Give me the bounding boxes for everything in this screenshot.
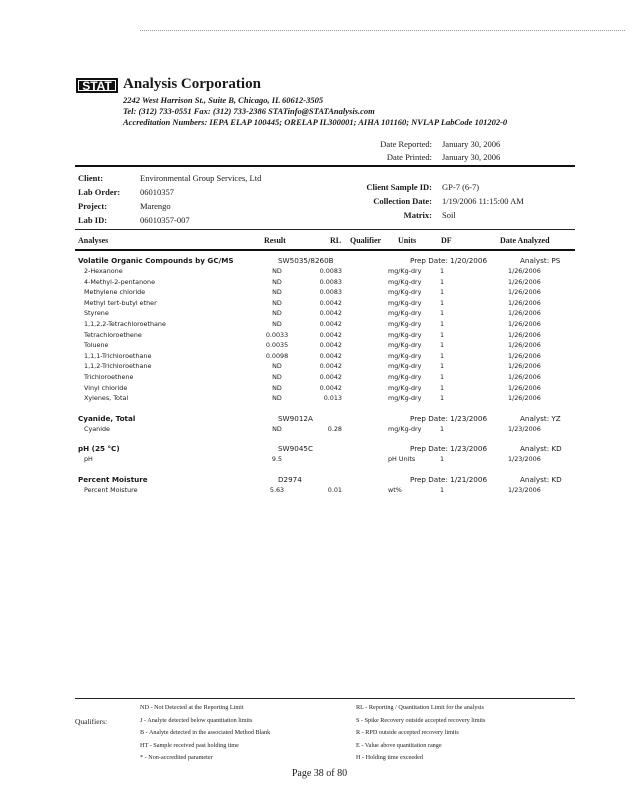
qualifier-item: * - Non-accredited parameter — [140, 754, 213, 762]
analyte-name: Cyanide — [84, 424, 110, 433]
page-number: Page 38 of 80 — [291, 768, 348, 779]
df-value: 1 — [440, 455, 445, 464]
section-title: Volatile Organic Compounds by GC/MS — [78, 256, 234, 265]
date-analyzed-value: 1/26/2006 — [508, 298, 541, 307]
date-analyzed-value: 1/26/2006 — [508, 362, 541, 371]
section-title: Cyanide, Total — [78, 413, 136, 423]
qualifier-item: HT - Sample received past holding time — [140, 741, 239, 749]
df-value: 1 — [440, 341, 445, 350]
analyte-name: Styrene — [84, 309, 109, 318]
qualifier-item: ND - Not Detected at the Reporting Limit — [140, 704, 244, 711]
units-value: mg/Kg-dry — [388, 351, 422, 360]
date-analyzed-value: 1/23/2006 — [508, 486, 541, 494]
header-divider — [75, 165, 575, 167]
matrix-value: Soil — [442, 210, 456, 220]
df-value: 1 — [440, 309, 445, 318]
result-value: ND — [272, 373, 282, 381]
footer-divider — [75, 698, 575, 699]
date-analyzed-value: 1/26/2006 — [508, 288, 541, 297]
rl-value: 0.0042 — [319, 298, 342, 307]
section-prep-date: Prep Date: 1/23/2006 — [410, 413, 488, 423]
analyte-name: 1,1,2-Trichloroethane — [84, 362, 152, 371]
date-analyzed-value: 1/23/2006 — [508, 455, 541, 464]
date-reported-label: Date Reported: — [380, 139, 432, 149]
col-units: Units — [398, 236, 417, 245]
col-analyses: Analyses — [78, 236, 109, 245]
result-value: 0.0035 — [265, 341, 289, 350]
date-analyzed-value: 1/26/2006 — [508, 330, 541, 339]
units-value: mg/Kg-dry — [388, 288, 422, 297]
df-value: 1 — [440, 383, 445, 392]
section-analyst: Analyst: YZ — [520, 413, 561, 423]
result-value: ND — [272, 394, 282, 403]
analyte-name: 1,1,2,2-Tetrachloroethane — [84, 320, 166, 328]
collection-date-label: Collection Date: — [373, 196, 432, 206]
rl-value: 0.0083 — [319, 277, 342, 286]
section-method: D2974 — [278, 475, 302, 484]
section-prep-date: Prep Date: 1/23/2006 — [410, 444, 488, 454]
date-analyzed-value: 1/26/2006 — [508, 277, 541, 286]
rl-value: 0.0083 — [319, 267, 342, 275]
units-value: wt% — [388, 486, 402, 494]
info-divider — [75, 229, 575, 230]
company-accreditation: Accreditation Numbers: IEPA ELAP 100445; ORELAP IL300001; AIHA 101160; NVLAP LabCode 101202-0 — [123, 117, 508, 127]
qualifiers-label: Qualifiers: — [75, 717, 108, 726]
result-value: ND — [272, 277, 282, 286]
analyte-name: Percent Moisture — [84, 486, 138, 494]
analyte-name: Trichloroethene — [84, 373, 134, 381]
result-value: ND — [272, 424, 282, 433]
result-value: ND — [272, 288, 282, 297]
units-value: mg/Kg-dry — [388, 373, 422, 381]
units-value: mg/Kg-dry — [388, 309, 422, 318]
section-analyst: Analyst: KD — [520, 475, 562, 484]
date-reported-value: January 30, 2006 — [442, 139, 501, 149]
df-value: 1 — [440, 277, 445, 286]
analyte-name: Methyl tert-butyl ether — [84, 298, 157, 307]
date-printed-value: January 30, 2006 — [442, 152, 501, 162]
analyte-name: 4-Methyl-2-pentanone — [84, 277, 156, 286]
analyte-name: Vinyl chloride — [84, 383, 128, 392]
analyte-name: Toluene — [84, 341, 109, 350]
qualifier-item: E - Value above quantitation range — [356, 741, 442, 749]
column-header-divider — [75, 249, 575, 251]
section-method: SW5035/8260B — [278, 256, 334, 265]
date-analyzed-value: 1/26/2006 — [508, 351, 541, 360]
rl-value: 0.0042 — [319, 383, 342, 392]
section-method: SW9045C — [278, 444, 313, 454]
date-analyzed-value: 1/26/2006 — [508, 320, 541, 328]
project-value: Marengo — [140, 201, 171, 211]
units-value: mg/Kg-dry — [388, 267, 422, 275]
df-value: 1 — [440, 486, 445, 494]
lab-id-value: 06010357-007 — [140, 215, 190, 225]
date-analyzed-value: 1/26/2006 — [508, 373, 541, 381]
company-name: Analysis Corporation — [123, 76, 261, 92]
units-value: mg/Kg-dry — [388, 320, 422, 328]
result-value: 0.0033 — [265, 330, 289, 339]
col-qualifier: Qualifier — [350, 236, 382, 245]
df-value: 1 — [440, 362, 445, 371]
rl-value: 0.0042 — [319, 341, 342, 350]
df-value: 1 — [440, 267, 445, 275]
company-logo: STAT — [76, 78, 118, 93]
df-value: 1 — [440, 320, 445, 328]
units-value: mg/Kg-dry — [388, 383, 422, 392]
collection-date-value: 1/19/2006 11:15:00 AM — [442, 196, 524, 206]
rl-value: 0.0042 — [319, 309, 342, 318]
project-label: Project: — [78, 201, 108, 211]
lab-id-label: Lab ID: — [78, 215, 108, 225]
rl-value: 0.0042 — [319, 373, 342, 381]
units-value: pH Units — [388, 455, 416, 464]
df-value: 1 — [440, 394, 445, 403]
rl-value: 0.013 — [323, 394, 342, 403]
col-date-analyzed: Date Analyzed — [500, 236, 550, 245]
client-sample-id-value: GP-7 (6-7) — [442, 182, 480, 192]
result-value: ND — [272, 267, 282, 275]
date-analyzed-value: 1/26/2006 — [508, 383, 541, 392]
client-sample-id-label: Client Sample ID: — [366, 182, 432, 192]
client-value: Environmental Group Services, Ltd — [140, 173, 262, 183]
df-value: 1 — [440, 424, 445, 433]
qualifier-item: H - Holding time exceeded — [356, 754, 424, 762]
analyte-name: pH — [84, 455, 93, 464]
rl-value: 0.0042 — [319, 320, 342, 328]
matrix-label: Matrix: — [403, 210, 432, 220]
result-value: ND — [272, 362, 282, 371]
section-analyst: Analyst: PS — [520, 256, 561, 265]
rl-value: 0.01 — [327, 486, 342, 494]
col-rl: RL — [330, 236, 342, 245]
date-analyzed-value: 1/26/2006 — [508, 309, 541, 318]
units-value: mg/Kg-dry — [388, 341, 422, 350]
units-value: mg/Kg-dry — [388, 298, 422, 307]
date-printed-label: Date Printed: — [386, 152, 432, 162]
result-value: ND — [272, 309, 282, 318]
date-analyzed-value: 1/26/2006 — [508, 267, 541, 275]
df-value: 1 — [440, 298, 445, 307]
rl-value: 0.0042 — [319, 330, 342, 339]
date-analyzed-value: 1/23/2006 — [508, 424, 541, 433]
analyte-name: 1,1,1-Trichloroethane — [84, 351, 152, 360]
qualifier-item: B - Analyte detected in the associated Method Blank — [140, 729, 271, 737]
lab-order-value: 06010357 — [140, 187, 174, 197]
qualifier-item: RL - Reporting / Quantitation Limit for the analysis — [356, 704, 484, 711]
result-value: ND — [272, 320, 282, 328]
qualifier-item: R - RPD outside accepted recovery limits — [356, 729, 459, 737]
rl-value: 0.0042 — [319, 362, 342, 371]
result-value: 0.0098 — [265, 351, 289, 360]
units-value: mg/Kg-dry — [388, 330, 422, 339]
col-result: Result — [264, 236, 286, 245]
col-df: DF — [441, 236, 452, 245]
scan-artifact-line — [140, 30, 625, 31]
qualifier-item: S - Spike Recovery outside accepted recovery limits — [356, 716, 486, 724]
units-value: mg/Kg-dry — [388, 362, 422, 371]
section-prep-date: Prep Date: 1/21/2006 — [410, 475, 488, 484]
units-value: mg/Kg-dry — [388, 424, 422, 433]
lab-order-label: Lab Order: — [78, 187, 121, 197]
rl-value: 0.28 — [327, 424, 342, 433]
date-analyzed-value: 1/26/2006 — [508, 394, 541, 403]
analyte-name: Tetrachloroethene — [84, 330, 142, 339]
units-value: mg/Kg-dry — [388, 277, 422, 286]
df-value: 1 — [440, 330, 445, 339]
df-value: 1 — [440, 288, 445, 297]
qualifier-item: J - Analyte detected below quantitation limits — [140, 716, 253, 724]
date-analyzed-value: 1/26/2006 — [508, 341, 541, 350]
df-value: 1 — [440, 373, 445, 381]
result-value: ND — [272, 298, 282, 307]
analyte-name: 2-Hexanone — [84, 267, 123, 275]
rl-value: 0.0042 — [319, 351, 342, 360]
result-value: ND — [272, 383, 282, 392]
section-method: SW9012A — [278, 413, 313, 423]
result-value: 9.5 — [271, 455, 283, 464]
rl-value: 0.0083 — [319, 288, 342, 297]
section-title: Percent Moisture — [78, 475, 148, 484]
section-analyst: Analyst: KD — [520, 444, 562, 454]
result-value: 5.63 — [269, 486, 285, 494]
analyte-name: Xylenes, Total — [84, 394, 129, 403]
section-prep-date: Prep Date: 1/20/2006 — [410, 256, 488, 265]
df-value: 1 — [440, 351, 445, 360]
company-contact: Tel: (312) 733-0551 Fax: (312) 733-2386 STATinfo@STATAnalysis.com — [123, 106, 375, 116]
analyte-name: Methylene chloride — [84, 288, 146, 297]
units-value: mg/Kg-dry — [388, 394, 422, 403]
section-title: pH (25 °C) — [78, 444, 120, 454]
client-label: Client: — [78, 173, 104, 183]
company-address: 2242 West Harrison St., Suite B, Chicago, IL 60612-3505 — [123, 95, 324, 105]
